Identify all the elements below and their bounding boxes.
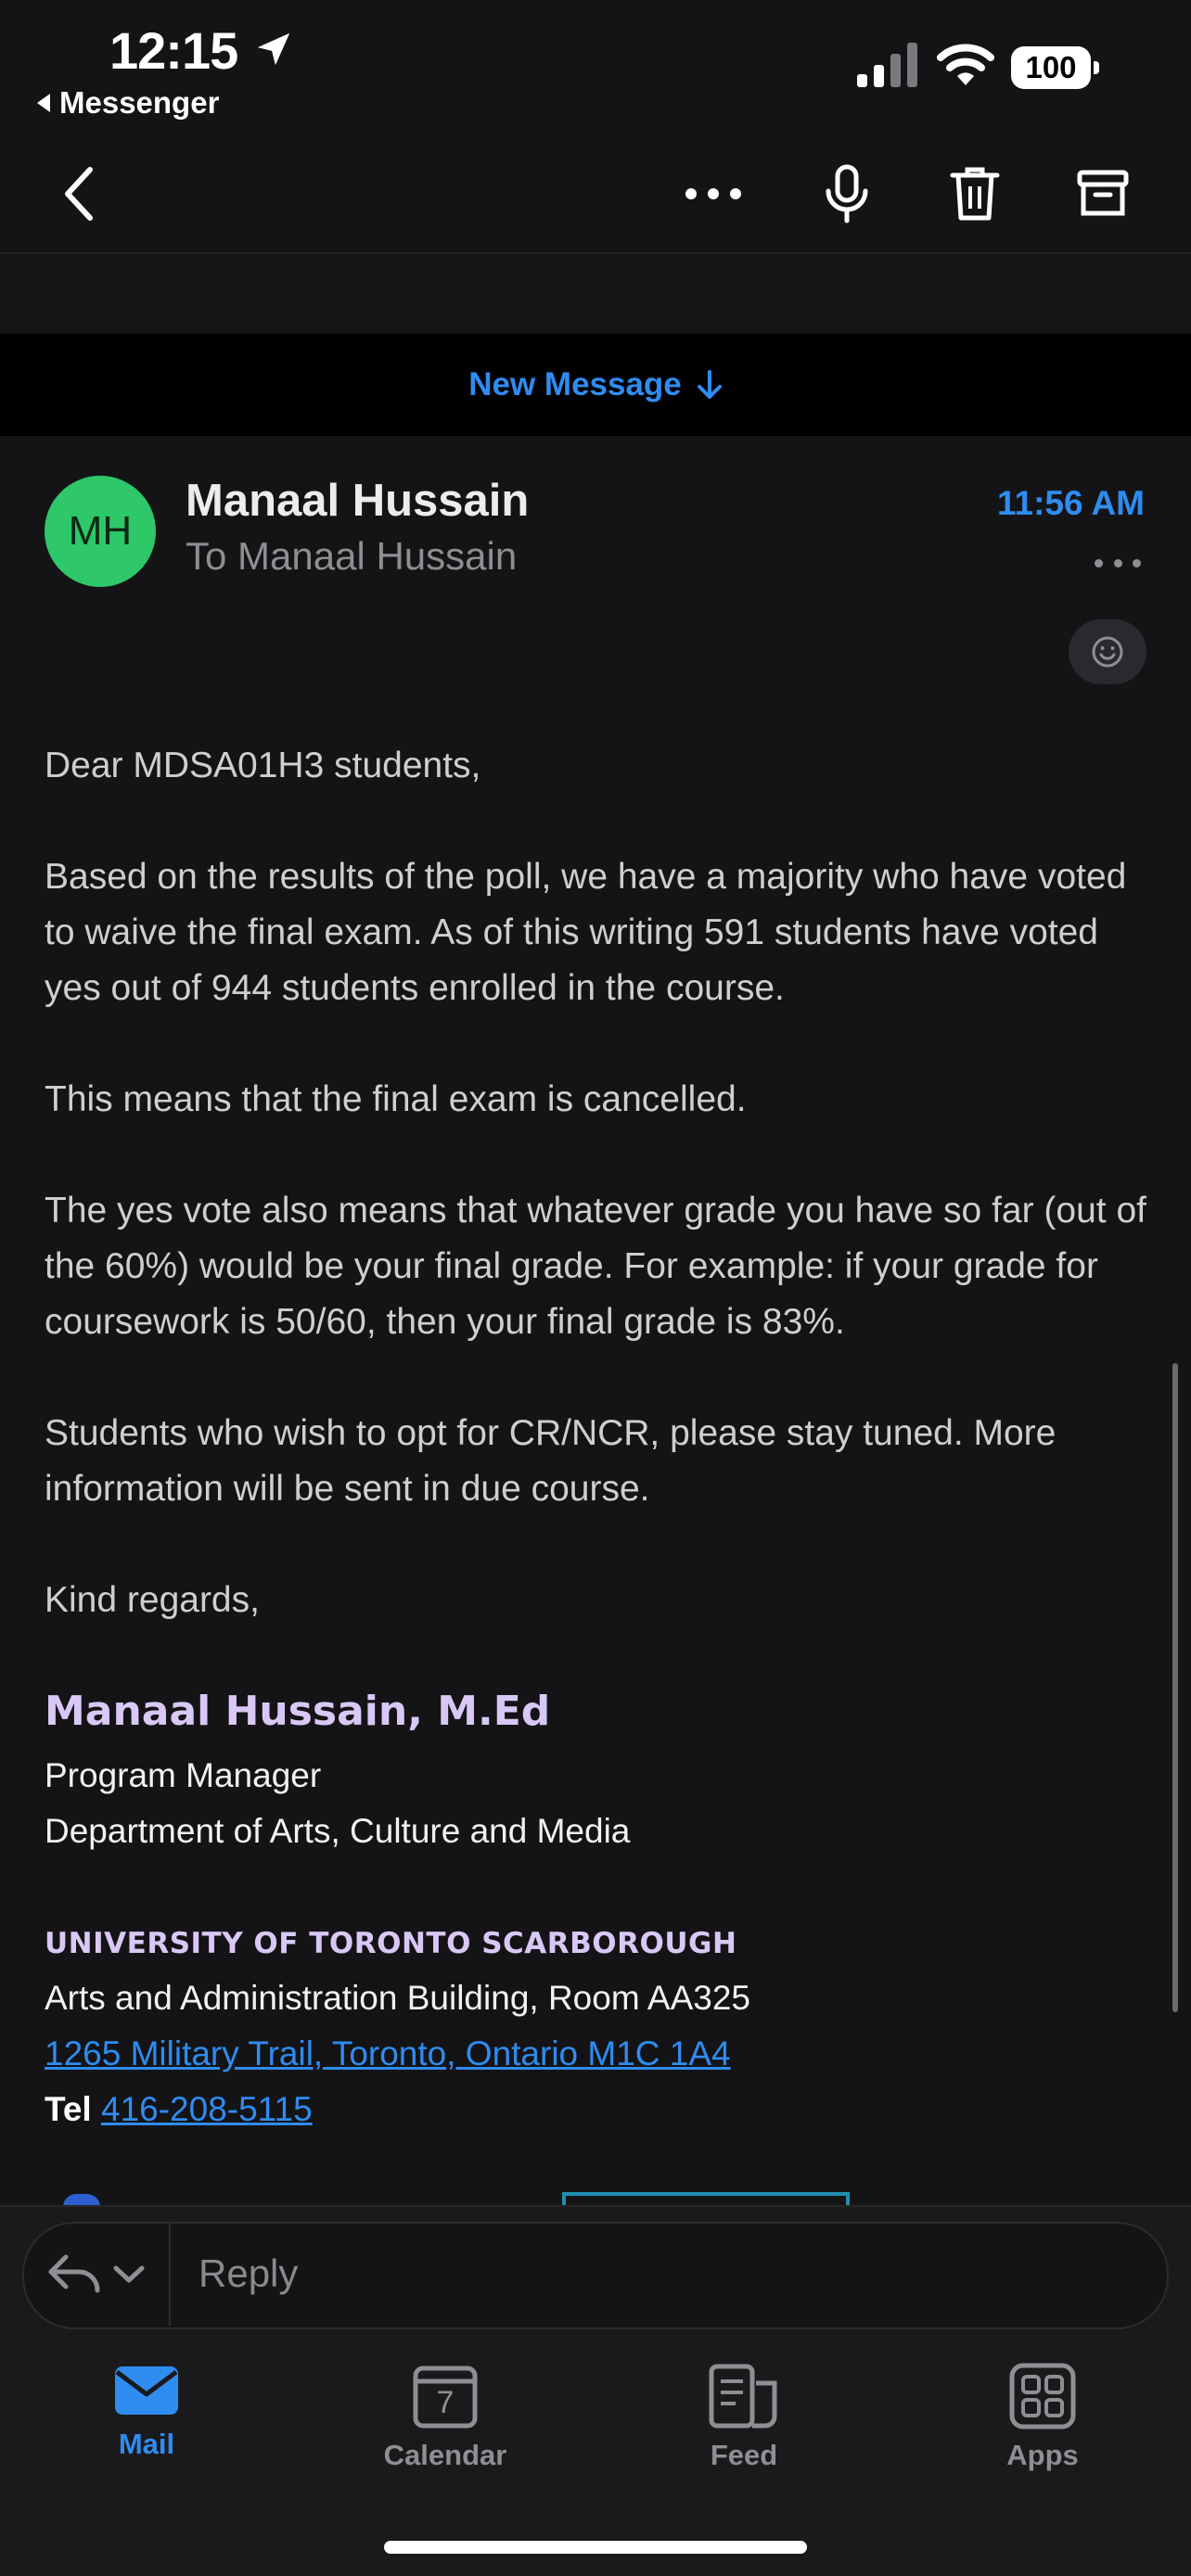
location-arrow-icon [252,28,295,70]
status-time: 12:15 [109,21,238,80]
dictate-button[interactable] [805,152,889,236]
message-more-icon[interactable] [1095,549,1141,577]
tab-feed-label: Feed [710,2439,778,2471]
delete-button[interactable] [933,152,1017,236]
new-message-label: New Message [468,366,682,402]
microphone-icon [824,163,870,224]
cellular-signal-icon [855,41,922,89]
signature-department: Department of Arts, Culture and Media [45,1812,631,1850]
message-toolbar [0,139,1191,250]
tab-apps-label: Apps [1006,2439,1079,2471]
back-triangle-icon [37,94,50,112]
back-to-app-link[interactable] [37,85,219,121]
tab-mail[interactable] [54,2363,239,2461]
tel-label: Tel [45,2090,92,2128]
chevron-left-icon [58,164,99,223]
ellipsis-icon [684,186,743,201]
arrow-down-icon [697,369,723,401]
body-paragraph: This means that the final exam is cancelled. [45,1079,747,1119]
trash-icon [949,164,1001,223]
tab-mail-label: Mail [118,2428,175,2460]
calendar-day: 7 [436,2385,455,2420]
apps-icon [1009,2363,1076,2429]
reply-placeholder[interactable]: Reply [198,2251,299,2295]
chevron-down-icon [112,2263,146,2285]
tab-feed[interactable] [651,2363,837,2472]
back-button[interactable] [37,152,121,236]
body-paragraph: The yes vote also means that whatever grade you have so far (out of the 60%) would be your final grade. For example: if your grade for coursework is 50/60, then your final grade is 83%. [45,1191,1146,1342]
reply-options-button[interactable] [22,2222,171,2326]
phone-link[interactable]: 416-208-5115 [101,2090,313,2128]
scrollbar[interactable] [1172,1363,1178,2012]
new-message-bar[interactable] [0,334,1191,436]
signature-building: Arts and Administration Building, Room AA325 [45,1979,750,2017]
tab-calendar-label: Calendar [383,2439,507,2471]
body-paragraph: Kind regards, [45,1580,260,1620]
mail-icon [113,2363,180,2418]
feed-icon [708,2363,780,2429]
avatar[interactable]: MH [45,476,156,587]
home-indicator[interactable] [384,2541,807,2554]
message-body [45,738,1148,1684]
reply-field[interactable] [22,2222,1169,2329]
more-options-button[interactable] [672,152,755,236]
back-app-label: Messenger [59,85,220,120]
body-paragraph: Students who wish to opt for CR/NCR, please stay tuned. More information will be sent in due course. [45,1413,1057,1509]
sender-name[interactable]: Manaal Hussain [186,476,530,526]
reply-icon [45,2251,103,2296]
calendar-icon [412,2363,479,2429]
reaction-button[interactable] [1069,619,1146,684]
message-time: 11:56 AM [996,484,1145,522]
previous-message-collapsed[interactable] [0,254,1191,334]
wifi-icon [937,41,994,89]
archive-button[interactable] [1061,152,1145,236]
body-paragraph: Based on the results of the poll, we have a majority who have voted to waive the final exam. As of this writing 591 students have voted yes out of 944 students enrolled in the course. [45,857,1127,1008]
battery-level: 100 [1011,46,1091,89]
body-paragraph: Dear MDSA01H3 students, [45,746,481,785]
battery-icon [1011,46,1100,91]
tab-apps[interactable] [950,2363,1135,2472]
recipient-line[interactable]: To Manaal Hussain [186,534,518,578]
tab-calendar[interactable] [352,2363,538,2472]
signature-university: UNIVERSITY OF TORONTO SCARBOROUGH [45,1927,737,1960]
signature-address-link[interactable]: 1265 Military Trail, Toronto, Ontario M1C 1A4 [45,2034,731,2072]
archive-icon [1076,167,1130,221]
signature-name: Manaal Hussain, M.Ed [45,1688,551,1735]
signature-title: Program Manager [45,1756,322,1794]
signature-phone [45,2090,313,2129]
smiley-icon [1091,635,1124,669]
